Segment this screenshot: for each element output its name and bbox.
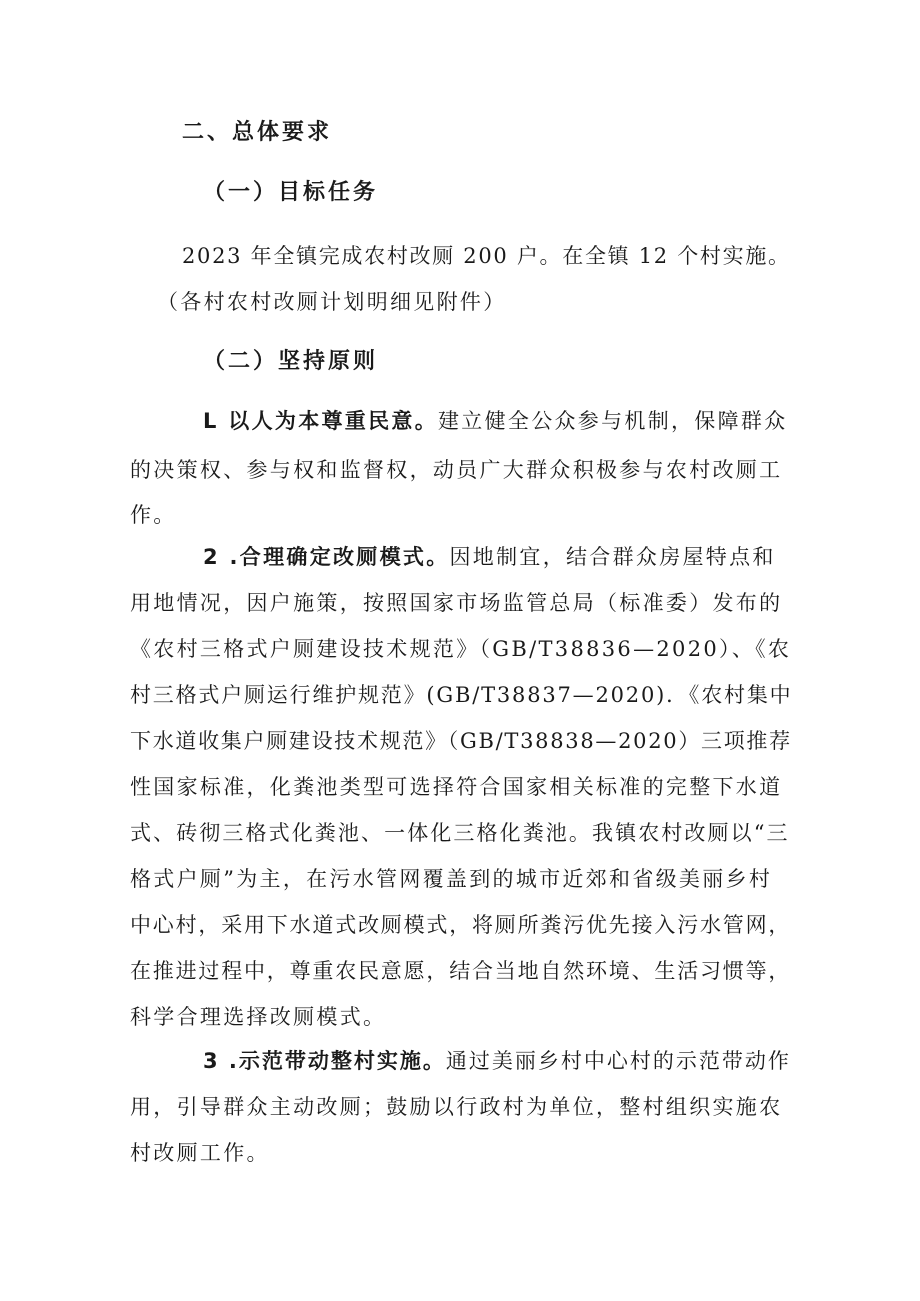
section-title: 二、总体要求 (182, 120, 333, 145)
principle-3-line-3: 村改厕工作。 (130, 1141, 270, 1165)
goals-line-1: 2023 年全镇完成农村改厕 200 户。在全镇 12 个村实施。 (182, 244, 791, 268)
principle-2-line-10: 在推进过程中，尊重农民意愿，结合当地自然环境、生活习惯等， (130, 959, 792, 983)
principle-3-line-2: 用，引导群众主动改厕；鼓励以行政村为单位，整村组织实施农 (130, 1095, 783, 1119)
principle-3-lead: 3 .示范带动整村实施。 (203, 1049, 446, 1073)
principle-1-first-line (203, 406, 788, 436)
principle-2-line-9: 中心村，采用下水道式改厕模式，将厕所粪污优先接入污水管网， (130, 913, 792, 937)
principle-2-line-3: 《农村三格式户厕建设技术规范》（GB/T38836—2020）、《农 (130, 637, 792, 661)
principle-2-line-8: 格式户厕”为主，在污水管网覆盖到的城市近郊和省级美丽乡村 (130, 867, 773, 891)
principle-2-lead: 2 .合理确定改厕模式。 (203, 545, 450, 569)
principle-1-text: 建立健全公众参与机制，保障群众 (438, 409, 788, 433)
principle-1-lead: L 以人为本尊重民意。 (203, 409, 438, 433)
principle-3-text: 通过美丽乡村中心村的示范带动作 (445, 1049, 791, 1073)
principle-2-line-4: 村三格式户厕运行维护规范》(GB/T38837—2020)．《农村集中 (130, 683, 793, 707)
principle-2-line-11: 科学合理选择改厕模式。 (130, 1005, 387, 1029)
principle-2-text: 因地制宜，结合群众房屋特点和 (449, 545, 776, 569)
principle-1-line-2: 的决策权、参与权和监督权，动员广大群众积极参与农村改厕工 (130, 458, 783, 482)
principle-2-line-7: 式、砖彻三格式化粪池、一体化三格化粪池。我镇农村改厕以“三 (130, 821, 790, 845)
principle-3-first-line (203, 1046, 791, 1076)
goals-heading: （一）目标任务 (203, 180, 379, 205)
principles-heading: （二）坚持原则 (203, 349, 379, 374)
principle-2-line-5: 下水道收集户厕建设技术规范》（GB/T38838—2020）三项推荐 (130, 729, 792, 753)
principle-2-first-line (203, 542, 776, 572)
principle-2-line-6: 性国家标准，化粪池类型可选择符合国家相关标准的完整下水道 (130, 775, 783, 799)
principle-2-line-2: 用地情况，因户施策，按照国家市场监管总局（标准委）发布的 (130, 591, 783, 615)
principle-1-line-3: 作。 (130, 503, 177, 527)
goals-line-2: （各村农村改厕计划明细见附件） (157, 290, 507, 314)
